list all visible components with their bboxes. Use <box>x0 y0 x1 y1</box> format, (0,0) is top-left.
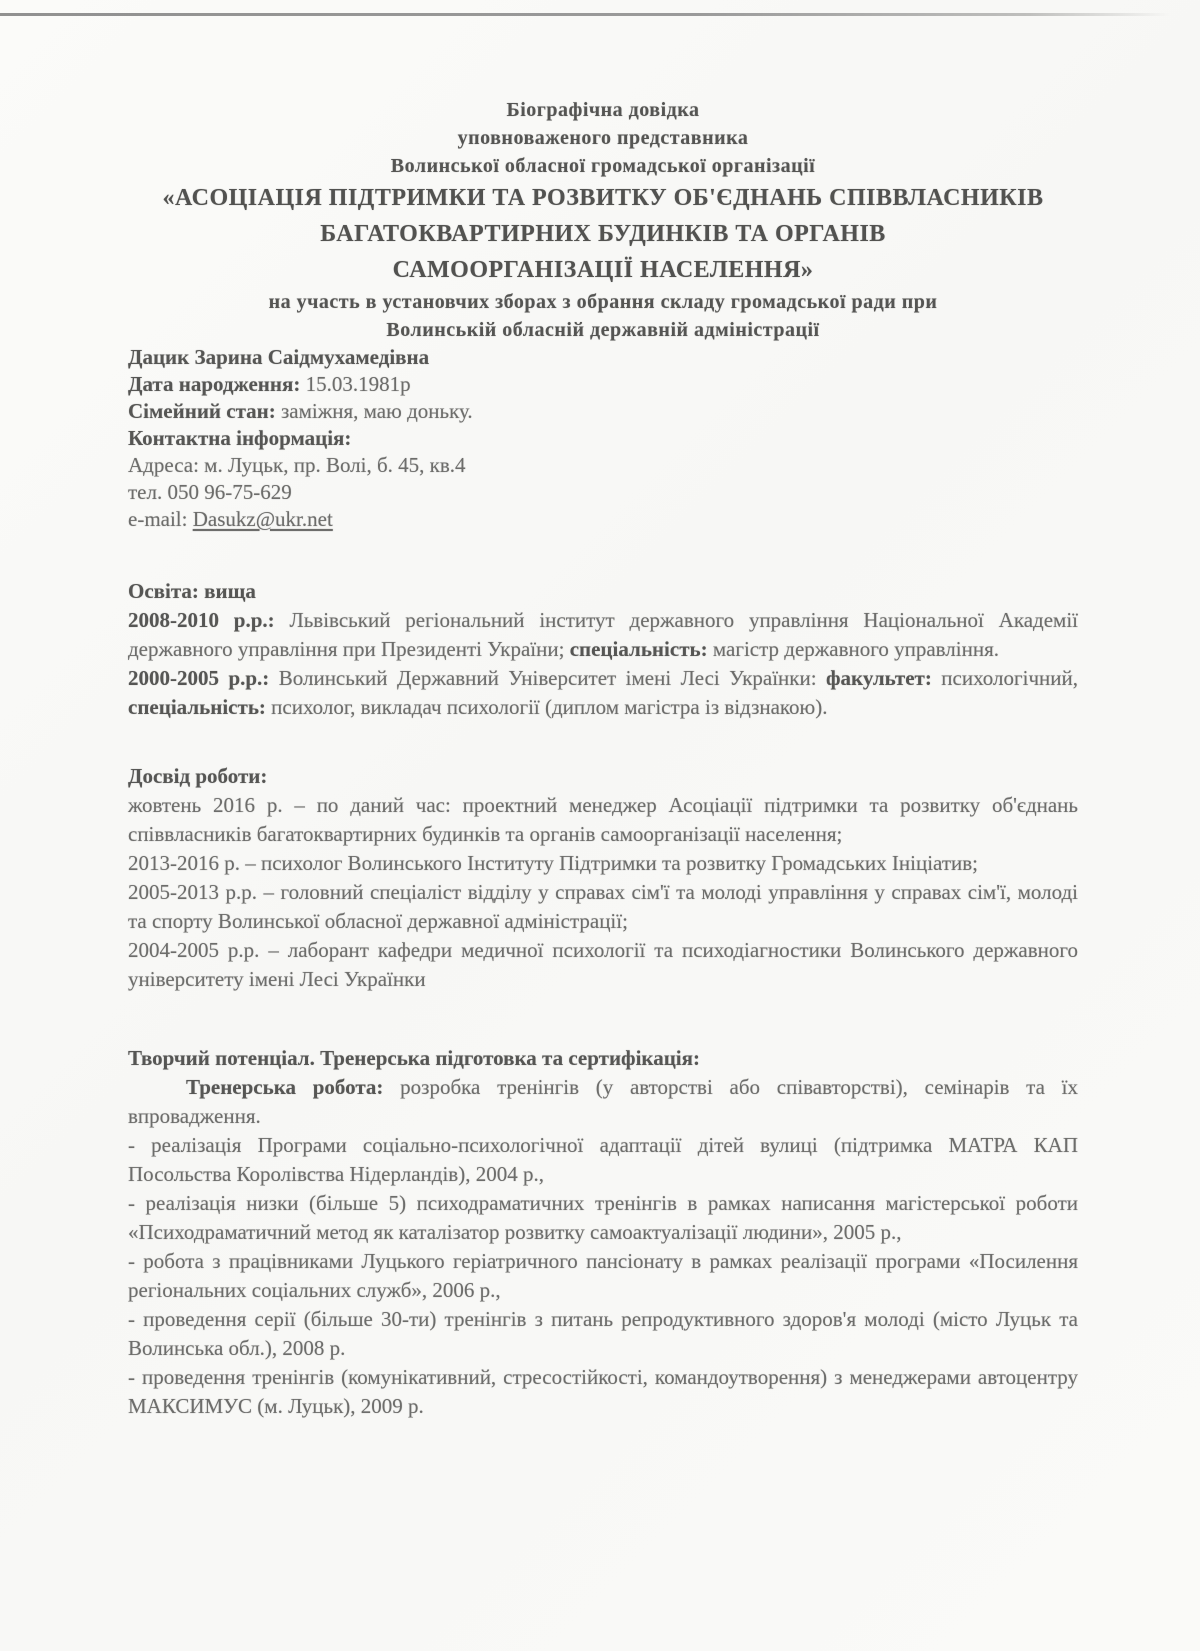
organization-name-line-3: САМООРГАНІЗАЦІЇ НАСЕЛЕННЯ» <box>392 257 814 283</box>
work-experience-item: 2005-2013 р.р. – головний спеціаліст відділу у справах сім'ї та молоді управління у справах сім'ї, молоді та спорту Волинської обласної державної адміністрації; <box>128 880 1078 933</box>
work-experience-heading: Досвід роботи: <box>128 764 268 788</box>
education-item-2-speciality-label: спеціальність: <box>128 695 266 719</box>
education-heading: Освіта: вища <box>128 579 256 603</box>
work-experience-item: жовтень 2016 р. – по даний час: проектний менеджер Асоціації підтримки та розвитку об'єднань співвласників багатоквартирних будинків та органів самоорганізації населення; <box>128 793 1078 846</box>
email-line <box>128 506 1078 533</box>
person-name: Дацик Зарина Саідмухамедівна <box>128 345 430 369</box>
document-header <box>128 96 1078 344</box>
education-section <box>128 577 1078 722</box>
birth-date-value: 15.03.1981р <box>300 372 411 396</box>
work-experience-item: 2013-2016 р. – психолог Волинського Інституту Підтримки та розвитку Громадських Ініціатив; <box>128 851 978 875</box>
marital-status-line <box>128 398 1078 425</box>
doc-title-line-1: Біографічна довідка <box>506 99 700 121</box>
training-intro-label: Тренерська робота: <box>186 1075 384 1099</box>
training-intro <box>128 1073 1078 1131</box>
education-item-2 <box>128 664 1078 722</box>
organization-name-line-1: «АСОЦІАЦІЯ ПІДТРИМКИ ТА РОЗВИТКУ ОБ'ЄДНАНЬ СПІВВЛАСНИКІВ <box>162 185 1044 211</box>
document-content <box>0 96 1200 1421</box>
training-bullet: - реалізація низки (більше 5) психодраматичних тренінгів в рамках написання магістерської роботи «Психодраматичний метод як каталізатор розвитку самоактуалізації людини», 2005 р., <box>128 1191 1078 1244</box>
work-experience-section <box>128 762 1078 994</box>
education-item-1 <box>128 606 1078 664</box>
marital-status-label: Сімейний стан: <box>128 399 276 423</box>
birth-date-label: Дата народження: <box>128 372 301 396</box>
work-experience-item: 2004-2005 р.р. – лаборант кафедри медичної психології та психодіагностики Волинського державного університету імені Лесі Українки <box>128 938 1078 991</box>
training-bullet: - проведення тренінгів (комунікативний, стресостійкості, командоутворення) з менеджерами автоцентру МАКСИМУС (м. Луцьк), 2009 р. <box>128 1365 1078 1418</box>
marital-status-value: заміжня, маю доньку. <box>275 399 473 423</box>
address-line: Адреса: м. Луцьк, пр. Волі, б. 45, кв.4 <box>128 453 466 477</box>
education-item-1-text-2: магістр державного управління. <box>707 637 1000 661</box>
training-bullet: - робота з працівниками Луцького геріатричного пансіонату в рамках реалізації програми «Посилення регіональних соціальних служб», 2006 р., <box>128 1249 1078 1302</box>
doc-purpose-line-2: Волинській обласній державній адміністрації <box>386 319 820 341</box>
education-item-1-period: 2008-2010 р.р.: <box>128 608 275 632</box>
training-heading: Творчий потенціал. Тренерська підготовка та сертифікація: <box>128 1046 700 1070</box>
training-intro-text: розробка тренінгів (у авторстві або співавторстві), семінарів та їх впровадження. <box>128 1075 1078 1128</box>
phone-line: тел. 050 96-75-629 <box>128 480 292 504</box>
email-link: Dasukz@ukr.net <box>192 507 333 531</box>
birth-date-line <box>128 371 1078 398</box>
training-section <box>128 1044 1078 1421</box>
doc-purpose-line-1: на участь в установчих зборах з обрання складу громадської ради при <box>268 291 938 313</box>
education-item-2-faculty-label: факультет: <box>826 666 932 690</box>
personal-info-section <box>128 344 1078 533</box>
doc-title-line-3: Волинської обласної громадської організації <box>390 155 816 177</box>
education-item-1-text-1: Львівський регіональний інститут державного управління Національної Академії державного управління при Президенті України; <box>128 608 1078 661</box>
training-bullet: - реалізація Програми соціально-психологічної адаптації дітей вулиці (підтримка МАТРА КАП Посольства Королівства Нідерландів), 2004 р., <box>128 1133 1078 1186</box>
education-item-1-speciality-label: спеціальність: <box>569 637 708 661</box>
training-bullet: - проведення серії (більше 30-ти) тренінгів з питань репродуктивного здоров'я молоді (місто Луцьк та Волинська обл.), 2008 р. <box>128 1307 1078 1360</box>
education-item-2-text-2: психологічний, <box>931 666 1078 690</box>
education-item-2-text-1: Волинський Державний Університет імені Лесі Українки: <box>269 666 827 690</box>
doc-title-line-2: уповноваженого представника <box>457 127 749 149</box>
scan-artifact-line <box>0 13 1170 16</box>
contact-info-heading: Контактна інформація: <box>128 426 352 450</box>
education-item-2-period: 2000-2005 р.р.: <box>128 666 270 690</box>
email-label: e-mail: <box>128 507 193 531</box>
organization-name-line-2: БАГАТОКВАРТИРНИХ БУДИНКІВ ТА ОРГАНІВ <box>320 221 886 247</box>
education-item-2-text-3: психолог, викладач психології (диплом магістра із відзнакою). <box>265 695 828 719</box>
